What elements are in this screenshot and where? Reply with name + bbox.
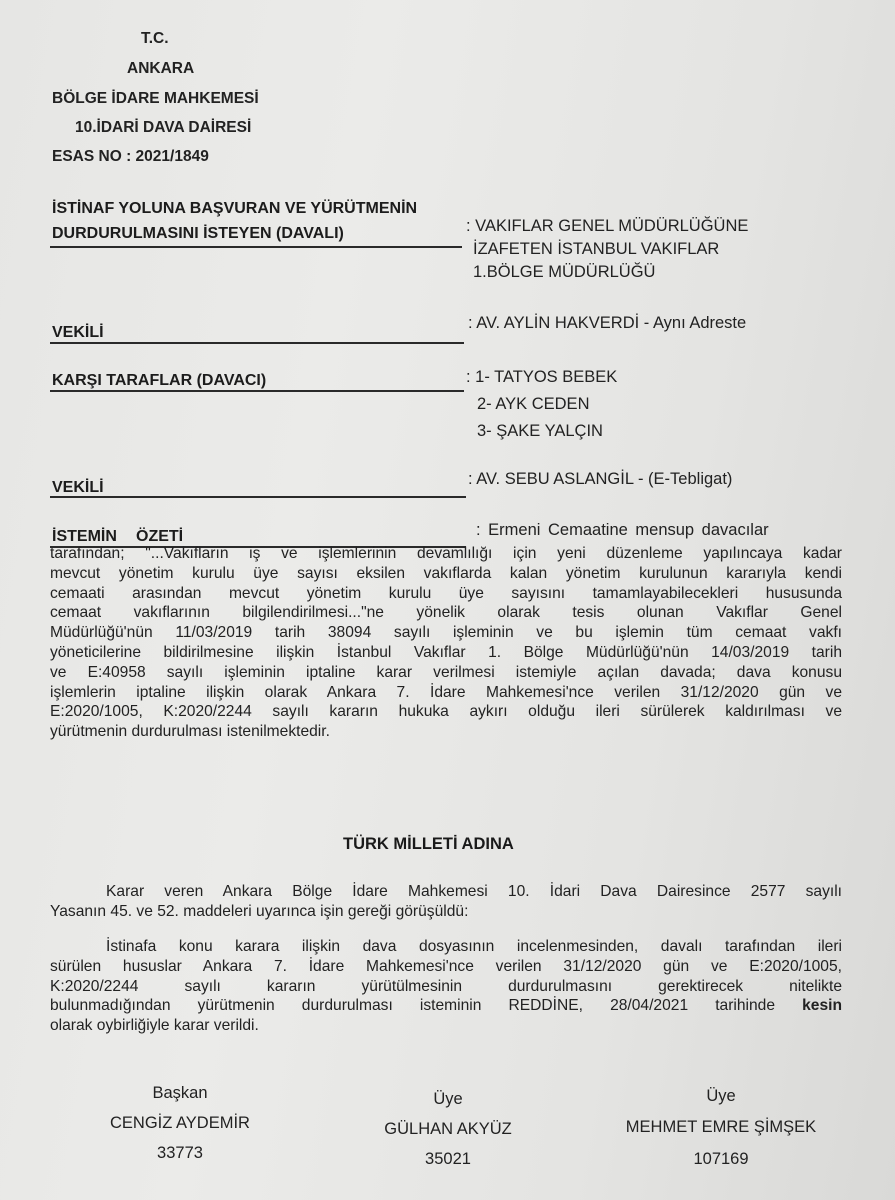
appellant-value-3: 1.BÖLGE MÜDÜRLÜĞÜ [473,263,656,281]
signature-1-name: CENGİZ AYDEMİR [110,1114,250,1132]
summary-line: E:2020/1005, K:2020/2244 sayılı kararın hukuka aykırı olduğu ileri sürülerek kaldırılması ve [50,703,842,721]
decision-line: K:2020/2244 sayılı kararın yürütülmesinin durdurulmasını gerektirecek nitelikte [50,977,842,995]
summary-line: mevcut yönetim kurulu üye sayısı eksilen vakıflarda kalan yönetim kurulunun kararıyla kendi [50,564,842,582]
opposing-2: 2- AYK CEDEN [477,395,590,413]
attorney1-value: : AV. AYLİN HAKVERDİ - Aynı Adreste [468,314,747,332]
attorney1-underline [50,342,464,344]
summary-paragraph [50,544,842,742]
decision-line: olarak oybirliğiyle karar verildi. [50,1017,259,1035]
summary-line: Müdürlüğü'nün 11/03/2019 tarih 38094 sayılı işleminin ve bu işlemin tüm cemaat vakfı [50,624,842,642]
signature-3-number: 107169 [693,1150,749,1168]
decision-title: TÜRK MİLLETİ ADINA [343,835,514,853]
signature-2-number: 35021 [425,1150,471,1168]
signature-3-name: MEHMET EMRE ŞİMŞEK [625,1118,817,1136]
signature-3-role: Üye [706,1087,736,1105]
opposing-label: KARŞI TARAFLAR (DAVACI) [52,372,267,389]
decision-paragraph-2 [50,937,842,1036]
summary-line: tarafından; "...Vakıfların iş ve işlemlerinin devamlılığı için yeni düzenleme yapılıncaya kadar [50,545,842,562]
header-chamber: 10.İDARİ DAVA DAİRESİ [75,119,252,136]
summary-lead: : Ermeni Cemaatine mensup davacılar [476,521,769,539]
header-tc: T.C. [141,30,169,47]
summary-line: yürütmenin durdurulması istenilmektedir. [50,723,330,741]
header-court: BÖLGE İDARE MAHKEMESİ [52,90,259,107]
signature-1-number: 33773 [157,1144,203,1162]
opposing-underline [50,390,464,392]
header-case-no: ESAS NO : 2021/1849 [52,148,209,165]
summary-line: yöneticilerine bildirilmesine ilişkin İstanbul Vakıflar 1. Bölge Müdürlüğü'nün 14/03/2019 tarih [50,643,842,661]
signature-1-role: Başkan [152,1084,208,1102]
decision-bold-word: kesin [802,997,842,1015]
attorney2-value: : AV. SEBU ASLANGİL - (E-Tebligat) [468,470,733,488]
decision-line: Yasanın 45. ve 52. maddeleri uyarınca işin gereği görüşüldü: [50,902,469,920]
opposing-1: : 1- TATYOS BEBEK [466,368,618,386]
header-city: ANKARA [127,60,195,77]
summary-line: cemaati arasından mevcut yönetim kurulu üye sayısını tamamlayabilecekleri hususunda [50,584,842,602]
signature-2-role: Üye [433,1090,463,1108]
appellant-underline [50,246,462,248]
summary-line: işlemlerin iptaline ilişkin olarak Ankara 7. İdare Mahkemesi'nce verilen 31/12/2020 gün ve [50,683,842,701]
attorney2-underline [50,496,466,498]
attorney1-label: VEKİLİ [52,324,104,341]
appellant-label-line1: İSTİNAF YOLUNA BAŞVURAN VE YÜRÜTMENİN [52,200,418,217]
summary-label-1: İSTEMİN [52,528,117,545]
summary-line: ve E:40958 sayılı işleminin iptaline karar verilmesi istemiyle açılan davada; dava konusu [50,663,842,681]
appellant-label-line2: DURDURULMASINI İSTEYEN (DAVALI) [52,225,344,242]
decision-line: İstinafa konu karara ilişkin dava dosyasının incelenmesinden, davalı tarafından ileri [106,938,842,955]
summary-label-2: ÖZETİ [136,528,184,545]
decision-line: bulunmadığından yürütmenin durdurulması isteminin REDDİNE, 28/04/2021 tarihinde [50,997,776,1015]
decision-line-with-bold [50,996,842,1016]
decision-line: sürülen hususlar Ankara 7. İdare Mahkemesi'nce verilen 31/12/2020 gün ve E:2020/1005, [50,957,842,975]
attorney2-label: VEKİLİ [52,479,104,496]
decision-line: Karar veren Ankara Bölge İdare Mahkemesi 10. İdari Dava Dairesince 2577 sayılı [106,883,842,900]
appellant-value-1: : VAKIFLAR GENEL MÜDÜRLÜĞÜNE [466,217,749,235]
appellant-value-2: İZAFETEN İSTANBUL VAKIFLAR [473,240,720,258]
opposing-3: 3- ŞAKE YALÇIN [477,422,603,440]
decision-paragraph-1 [50,882,842,922]
summary-line: cemaat vakıflarının bilgilendirilmesi..."ne yönelik olarak tesis olunan Vakıflar Genel [50,604,842,622]
signature-2-name: GÜLHAN AKYÜZ [384,1120,512,1138]
